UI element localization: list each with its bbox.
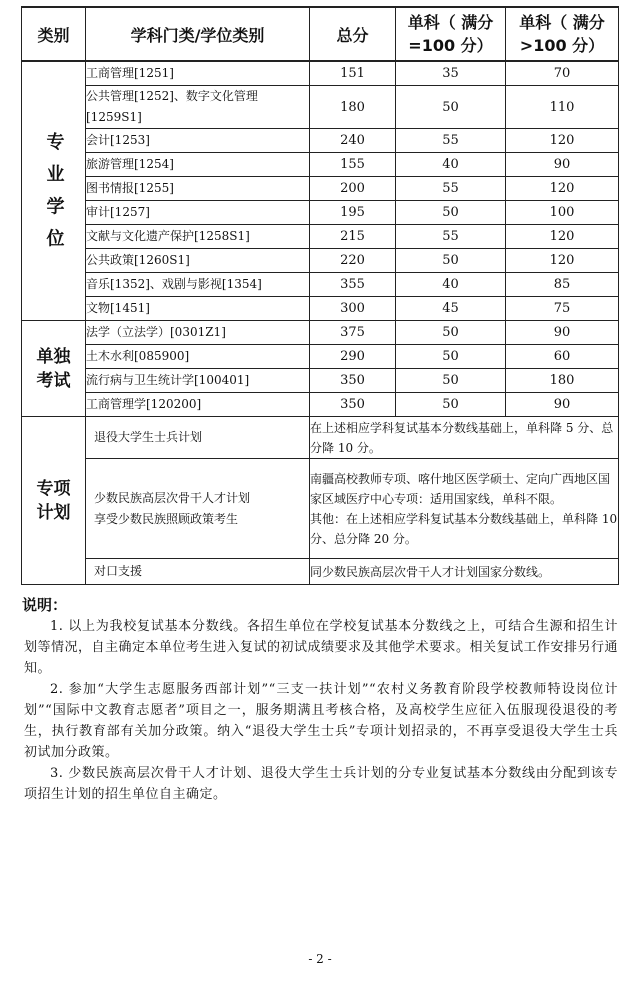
table-row xyxy=(22,61,619,86)
single-gt100-score: 70 xyxy=(506,61,619,86)
single-le100-score: 55 xyxy=(396,177,506,201)
header-total: 总分 xyxy=(310,7,396,61)
total-score: 355 xyxy=(310,273,396,297)
single-le100-score: 35 xyxy=(396,61,506,86)
single-le100-score: 55 xyxy=(396,129,506,153)
discipline-name: 旅游管理[1254] xyxy=(86,153,310,177)
header-discipline: 学科门类/学位类别 xyxy=(86,7,310,61)
discipline-name: 文献与文化遗产保护[1258S1] xyxy=(86,225,310,249)
single-gt100-score: 110 xyxy=(506,86,619,129)
discipline-name: 法学（立法学）[0301Z1] xyxy=(86,321,310,345)
total-score: 200 xyxy=(310,177,396,201)
group-special: 专项计划 xyxy=(22,417,86,585)
discipline-name: 工商管理学[120200] xyxy=(86,393,310,417)
total-score: 195 xyxy=(310,201,396,225)
single-le100-score: 50 xyxy=(396,393,506,417)
table-row xyxy=(22,177,619,201)
table-row xyxy=(22,321,619,345)
discipline-name: 公共政策[1260S1] xyxy=(86,249,310,273)
total-score: 375 xyxy=(310,321,396,345)
table-row xyxy=(22,297,619,321)
table-row xyxy=(22,153,619,177)
total-score: 290 xyxy=(310,345,396,369)
special-plan-note: 南疆高校教师专项、喀什地区医学硕士、定向广西地区国家区域医疗中心专项：适用国家线，单科不限。 其他：在上述相应学科复试基本分数线基础上，单科降 10 分、总分降 20 分。 xyxy=(310,459,619,559)
single-gt100-score: 180 xyxy=(506,369,619,393)
single-gt100-score: 90 xyxy=(506,393,619,417)
special-row xyxy=(22,459,619,559)
total-score: 350 xyxy=(310,369,396,393)
single-le100-score: 40 xyxy=(396,153,506,177)
single-gt100-score: 120 xyxy=(506,249,619,273)
header-single-le100: 单科（ 满分=100 分） xyxy=(396,7,506,61)
group-professional: 专 业 学 位 xyxy=(22,61,86,321)
discipline-name: 文物[1451] xyxy=(86,297,310,321)
total-score: 350 xyxy=(310,393,396,417)
single-le100-score: 55 xyxy=(396,225,506,249)
special-plan-name: 对口支援 xyxy=(86,559,310,585)
single-le100-score: 50 xyxy=(396,86,506,129)
special-plan-note: 在上述相应学科复试基本分数线基础上，单科降 5 分、总分降 10 分。 xyxy=(310,417,619,459)
header-category: 类别 xyxy=(22,7,86,61)
discipline-name: 图书情报[1255] xyxy=(86,177,310,201)
single-le100-score: 50 xyxy=(396,321,506,345)
table-row xyxy=(22,393,619,417)
single-le100-score: 45 xyxy=(396,297,506,321)
table-row xyxy=(22,273,619,297)
discipline-name: 审计[1257] xyxy=(86,201,310,225)
total-score: 215 xyxy=(310,225,396,249)
header-single-gt100: 单科（ 满分>100 分） xyxy=(506,7,619,61)
single-le100-score: 50 xyxy=(396,201,506,225)
notes-section xyxy=(24,595,618,805)
single-gt100-score: 85 xyxy=(506,273,619,297)
special-plan-name: 少数民族高层次骨干人才计划 享受少数民族照顾政策考生 xyxy=(86,459,310,559)
total-score: 300 xyxy=(310,297,396,321)
note-paragraph: 2. 参加“大学生志愿服务西部计划”“三支一扶计划”“农村义务教育阶段学校教师特设岗位计划”“国际中文教育志愿者”项目之一，服务期满且考核合格，及高校学生应征入伍服现役退役的考生，执行教育部有关加分政策。纳入“退役大学生士兵”专项计划招录的，不再享受退役大学生士兵初试加分政策。 xyxy=(24,682,618,760)
single-gt100-score: 120 xyxy=(506,129,619,153)
special-row xyxy=(22,559,619,585)
discipline-name: 会计[1253] xyxy=(86,129,310,153)
total-score: 240 xyxy=(310,129,396,153)
notes-title: 说明： xyxy=(22,596,68,614)
single-le100-score: 50 xyxy=(396,249,506,273)
single-gt100-score: 60 xyxy=(506,345,619,369)
total-score: 155 xyxy=(310,153,396,177)
table-row xyxy=(22,369,619,393)
single-gt100-score: 120 xyxy=(506,225,619,249)
single-le100-score: 50 xyxy=(396,369,506,393)
note-paragraph: 3. 少数民族高层次骨干人才计划、退役大学生士兵计划的分专业复试基本分数线由分配到该专项招生计划的招生单位自主确定。 xyxy=(24,766,618,802)
discipline-name: 音乐[1352]、戏剧与影视[1354] xyxy=(86,273,310,297)
table-header xyxy=(22,7,619,61)
table-row xyxy=(22,201,619,225)
discipline-name: 流行病与卫生统计学[100401] xyxy=(86,369,310,393)
total-score: 180 xyxy=(310,86,396,129)
discipline-name: 公共管理[1252]、数字文化管理[1259S1] xyxy=(86,86,310,129)
discipline-name: 土木水利[085900] xyxy=(86,345,310,369)
single-gt100-score: 90 xyxy=(506,321,619,345)
score-table xyxy=(21,6,619,585)
single-gt100-score: 100 xyxy=(506,201,619,225)
single-le100-score: 40 xyxy=(396,273,506,297)
total-score: 151 xyxy=(310,61,396,86)
table-row xyxy=(22,345,619,369)
special-row xyxy=(22,417,619,459)
special-plan-name: 退役大学生士兵计划 xyxy=(86,417,310,459)
single-le100-score: 50 xyxy=(396,345,506,369)
total-score: 220 xyxy=(310,249,396,273)
page-number: - 2 - xyxy=(308,952,332,966)
table-row xyxy=(22,129,619,153)
note-paragraph: 1. 以上为我校复试基本分数线。各招生单位在学校复试基本分数线之上，可结合生源和招生计划等情况，自主确定本单位考生进入复试的初试成绩要求及其他学术要求。相关复试工作安排另行通知。 xyxy=(24,619,619,676)
single-gt100-score: 90 xyxy=(506,153,619,177)
special-plan-note: 同少数民族高层次骨干人才计划国家分数线。 xyxy=(310,559,619,585)
table-row xyxy=(22,249,619,273)
single-gt100-score: 120 xyxy=(506,177,619,201)
table-row xyxy=(22,86,619,129)
single-gt100-score: 75 xyxy=(506,297,619,321)
table-row xyxy=(22,225,619,249)
discipline-name: 工商管理[1251] xyxy=(86,61,310,86)
group-separate: 单独考试 xyxy=(22,321,86,417)
